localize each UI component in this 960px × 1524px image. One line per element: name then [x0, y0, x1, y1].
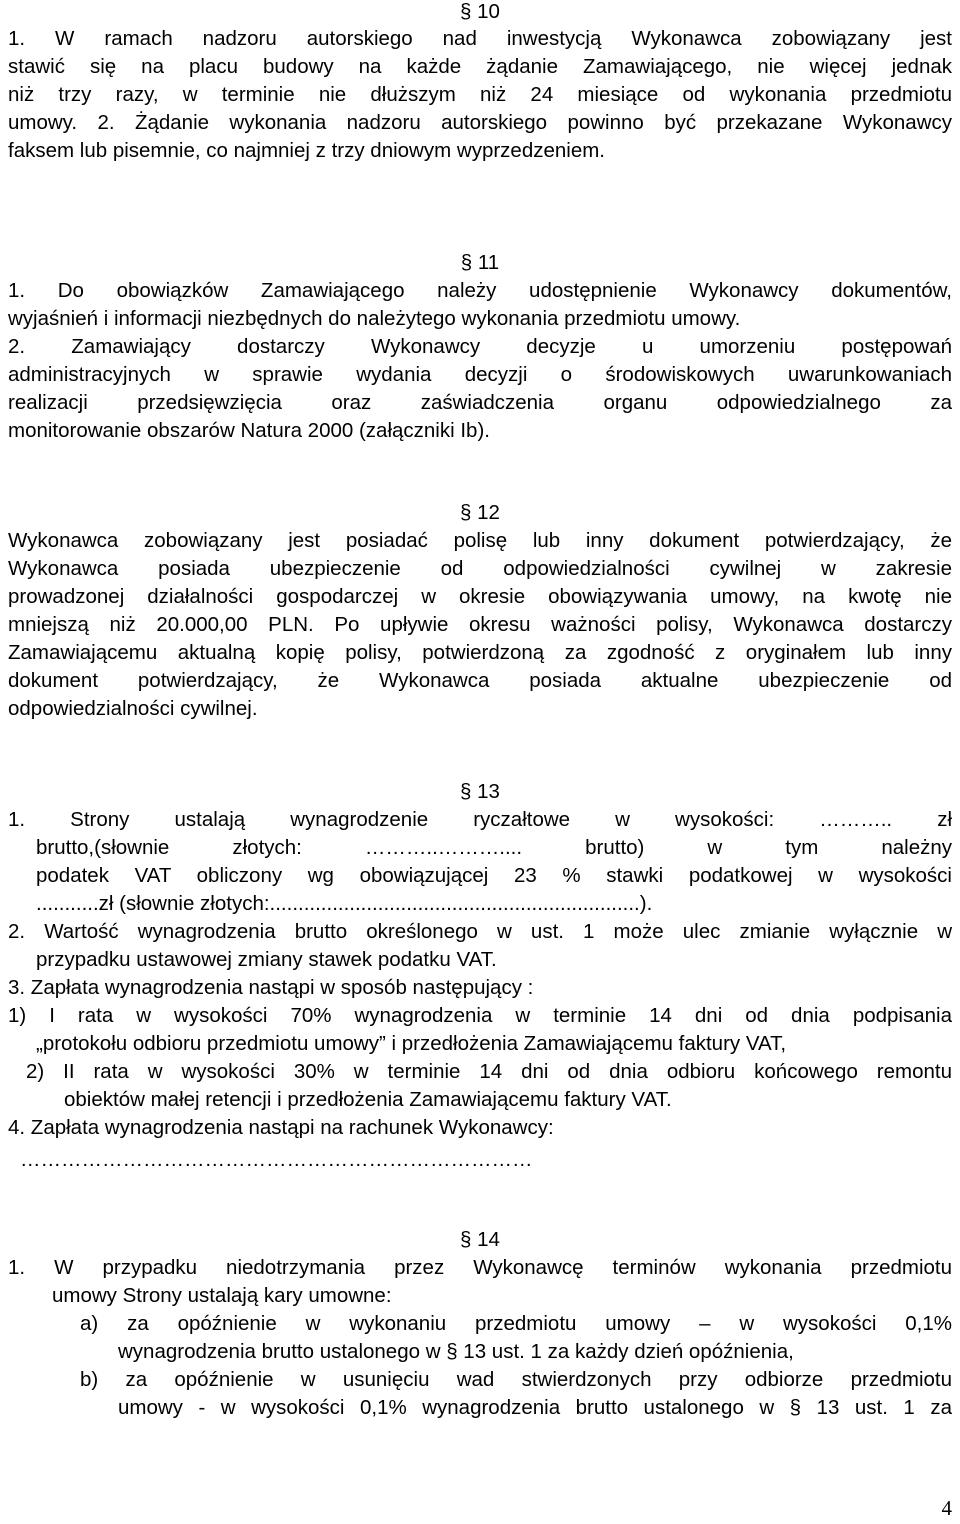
paragraph-line: mniejszą niż 20.000,00 PLN. Po upływie okresu ważności polisy, Wykonawca dostarczy: [8, 613, 952, 636]
paragraph-line: administracyjnych w sprawie wydania decyzji o środowiskowych uwarunkowaniach: [8, 363, 952, 386]
list-item-continuation: ...........zł (słownie złotych:.................................................................).: [36, 892, 653, 915]
paragraph-line: odpowiedzialności cywilnej.: [8, 697, 258, 720]
sub-list-item: a) za opóźnienie w wykonaniu przedmiotu umowy – w wysokości 0,1%: [80, 1312, 952, 1335]
sub-list-item-continuation: wynagrodzenia brutto ustalonego w § 13 ust. 1 za każdy dzień opóźnienia,: [118, 1340, 794, 1363]
paragraph-line: stawić się na placu budowy na każde żądanie Zamawiającego, nie więcej jednak: [8, 55, 952, 78]
section-heading: § 10: [460, 0, 500, 23]
list-item-continuation: brutto,(słownie złotych: ………..……….... brutto) w tym należny: [36, 836, 952, 859]
page-number: 4: [941, 1496, 952, 1520]
paragraph-line: realizacji przedsięwzięcia oraz zaświadczenia organu odpowiedzialnego za: [8, 391, 952, 414]
sub-list-item-continuation: umowy - w wysokości 0,1% wynagrodzenia brutto ustalonego w § 13 ust. 1 za: [118, 1396, 952, 1419]
list-item-continuation: „protokołu odbioru przedmiotu umowy” i przedłożenia Zamawiającemu faktury VAT,: [36, 1032, 787, 1055]
list-item-continuation: umowy Strony ustalają kary umowne:: [52, 1284, 392, 1307]
list-item-continuation: obiektów małej retencji i przedłożenia Zamawiającemu faktury VAT.: [64, 1088, 672, 1111]
paragraph-line: 2. Zamawiający dostarczy Wykonawcy decyzje u umorzeniu postępowań: [8, 335, 952, 358]
list-item: 4. Zapłata wynagrodzenia nastąpi na rachunek Wykonawcy:: [8, 1116, 554, 1139]
paragraph-line: monitorowanie obszarów Natura 2000 (załączniki Ib).: [8, 419, 490, 442]
paragraph-line: wyjaśnień i informacji niezbędnych do należytego wykonania przedmiotu umowy.: [8, 307, 741, 330]
section-heading: § 11: [460, 251, 500, 274]
section-heading: § 14: [460, 1228, 500, 1251]
paragraph-line: prowadzonej działalności gospodarczej w okresie obowiązywania umowy, na kwotę nie: [8, 585, 952, 608]
section-heading: § 12: [460, 501, 500, 524]
paragraph-line: niż trzy razy, w terminie nie dłuższym niż 24 miesiące od wykonania przedmiotu: [8, 83, 952, 106]
list-item-continuation: przypadku ustawowej zmiany stawek podatku VAT.: [36, 948, 497, 971]
list-item-continuation: podatek VAT obliczony wg obowiązującej 23 % stawki podatkowej w wysokości: [36, 864, 952, 887]
paragraph-line: 1. W ramach nadzoru autorskiego nad inwestycją Wykonawca zobowiązany jest: [8, 27, 952, 50]
list-item: 2. Wartość wynagrodzenia brutto określonego w ust. 1 może ulec zmianie wyłącznie w: [8, 920, 952, 943]
paragraph-line: 1. Do obowiązków Zamawiającego należy udostępnienie Wykonawcy dokumentów,: [8, 279, 952, 302]
paragraph-line: dokument potwierdzający, że Wykonawca posiada aktualne ubezpieczenie od: [8, 669, 952, 692]
paragraph-line: Wykonawca posiada ubezpieczenie od odpowiedzialności cywilnej w zakresie: [8, 557, 952, 580]
list-item: 1. W przypadku niedotrzymania przez Wykonawcę terminów wykonania przedmiotu: [8, 1256, 952, 1279]
account-number-placeholder: …………………………………………………………………: [20, 1148, 533, 1171]
section-heading: § 13: [460, 780, 500, 803]
paragraph-line: Wykonawca zobowiązany jest posiadać polisę lub inny dokument potwierdzający, że: [8, 529, 952, 552]
list-item: 3. Zapłata wynagrodzenia nastąpi w sposób następujący :: [8, 976, 534, 999]
paragraph-line: faksem lub pisemnie, co najmniej z trzy dniowym wyprzedzeniem.: [8, 139, 606, 162]
list-item: 2) II rata w wysokości 30% w terminie 14 dni od dnia odbioru końcowego remontu: [26, 1060, 952, 1083]
paragraph-line: Zamawiającemu aktualną kopię polisy, potwierdzoną za zgodność z oryginałem lub inny: [8, 641, 952, 664]
list-item: 1) I rata w wysokości 70% wynagrodzenia w terminie 14 dni od dnia podpisania: [8, 1004, 952, 1027]
paragraph-line: umowy. 2. Żądanie wykonania nadzoru autorskiego powinno być przekazane Wykonawcy: [8, 111, 952, 134]
sub-list-item: b) za opóźnienie w usunięciu wad stwierdzonych przy odbiorze przedmiotu: [80, 1368, 952, 1391]
list-item: 1. Strony ustalają wynagrodzenie ryczałtowe w wysokości: ……….. zł: [8, 808, 952, 831]
